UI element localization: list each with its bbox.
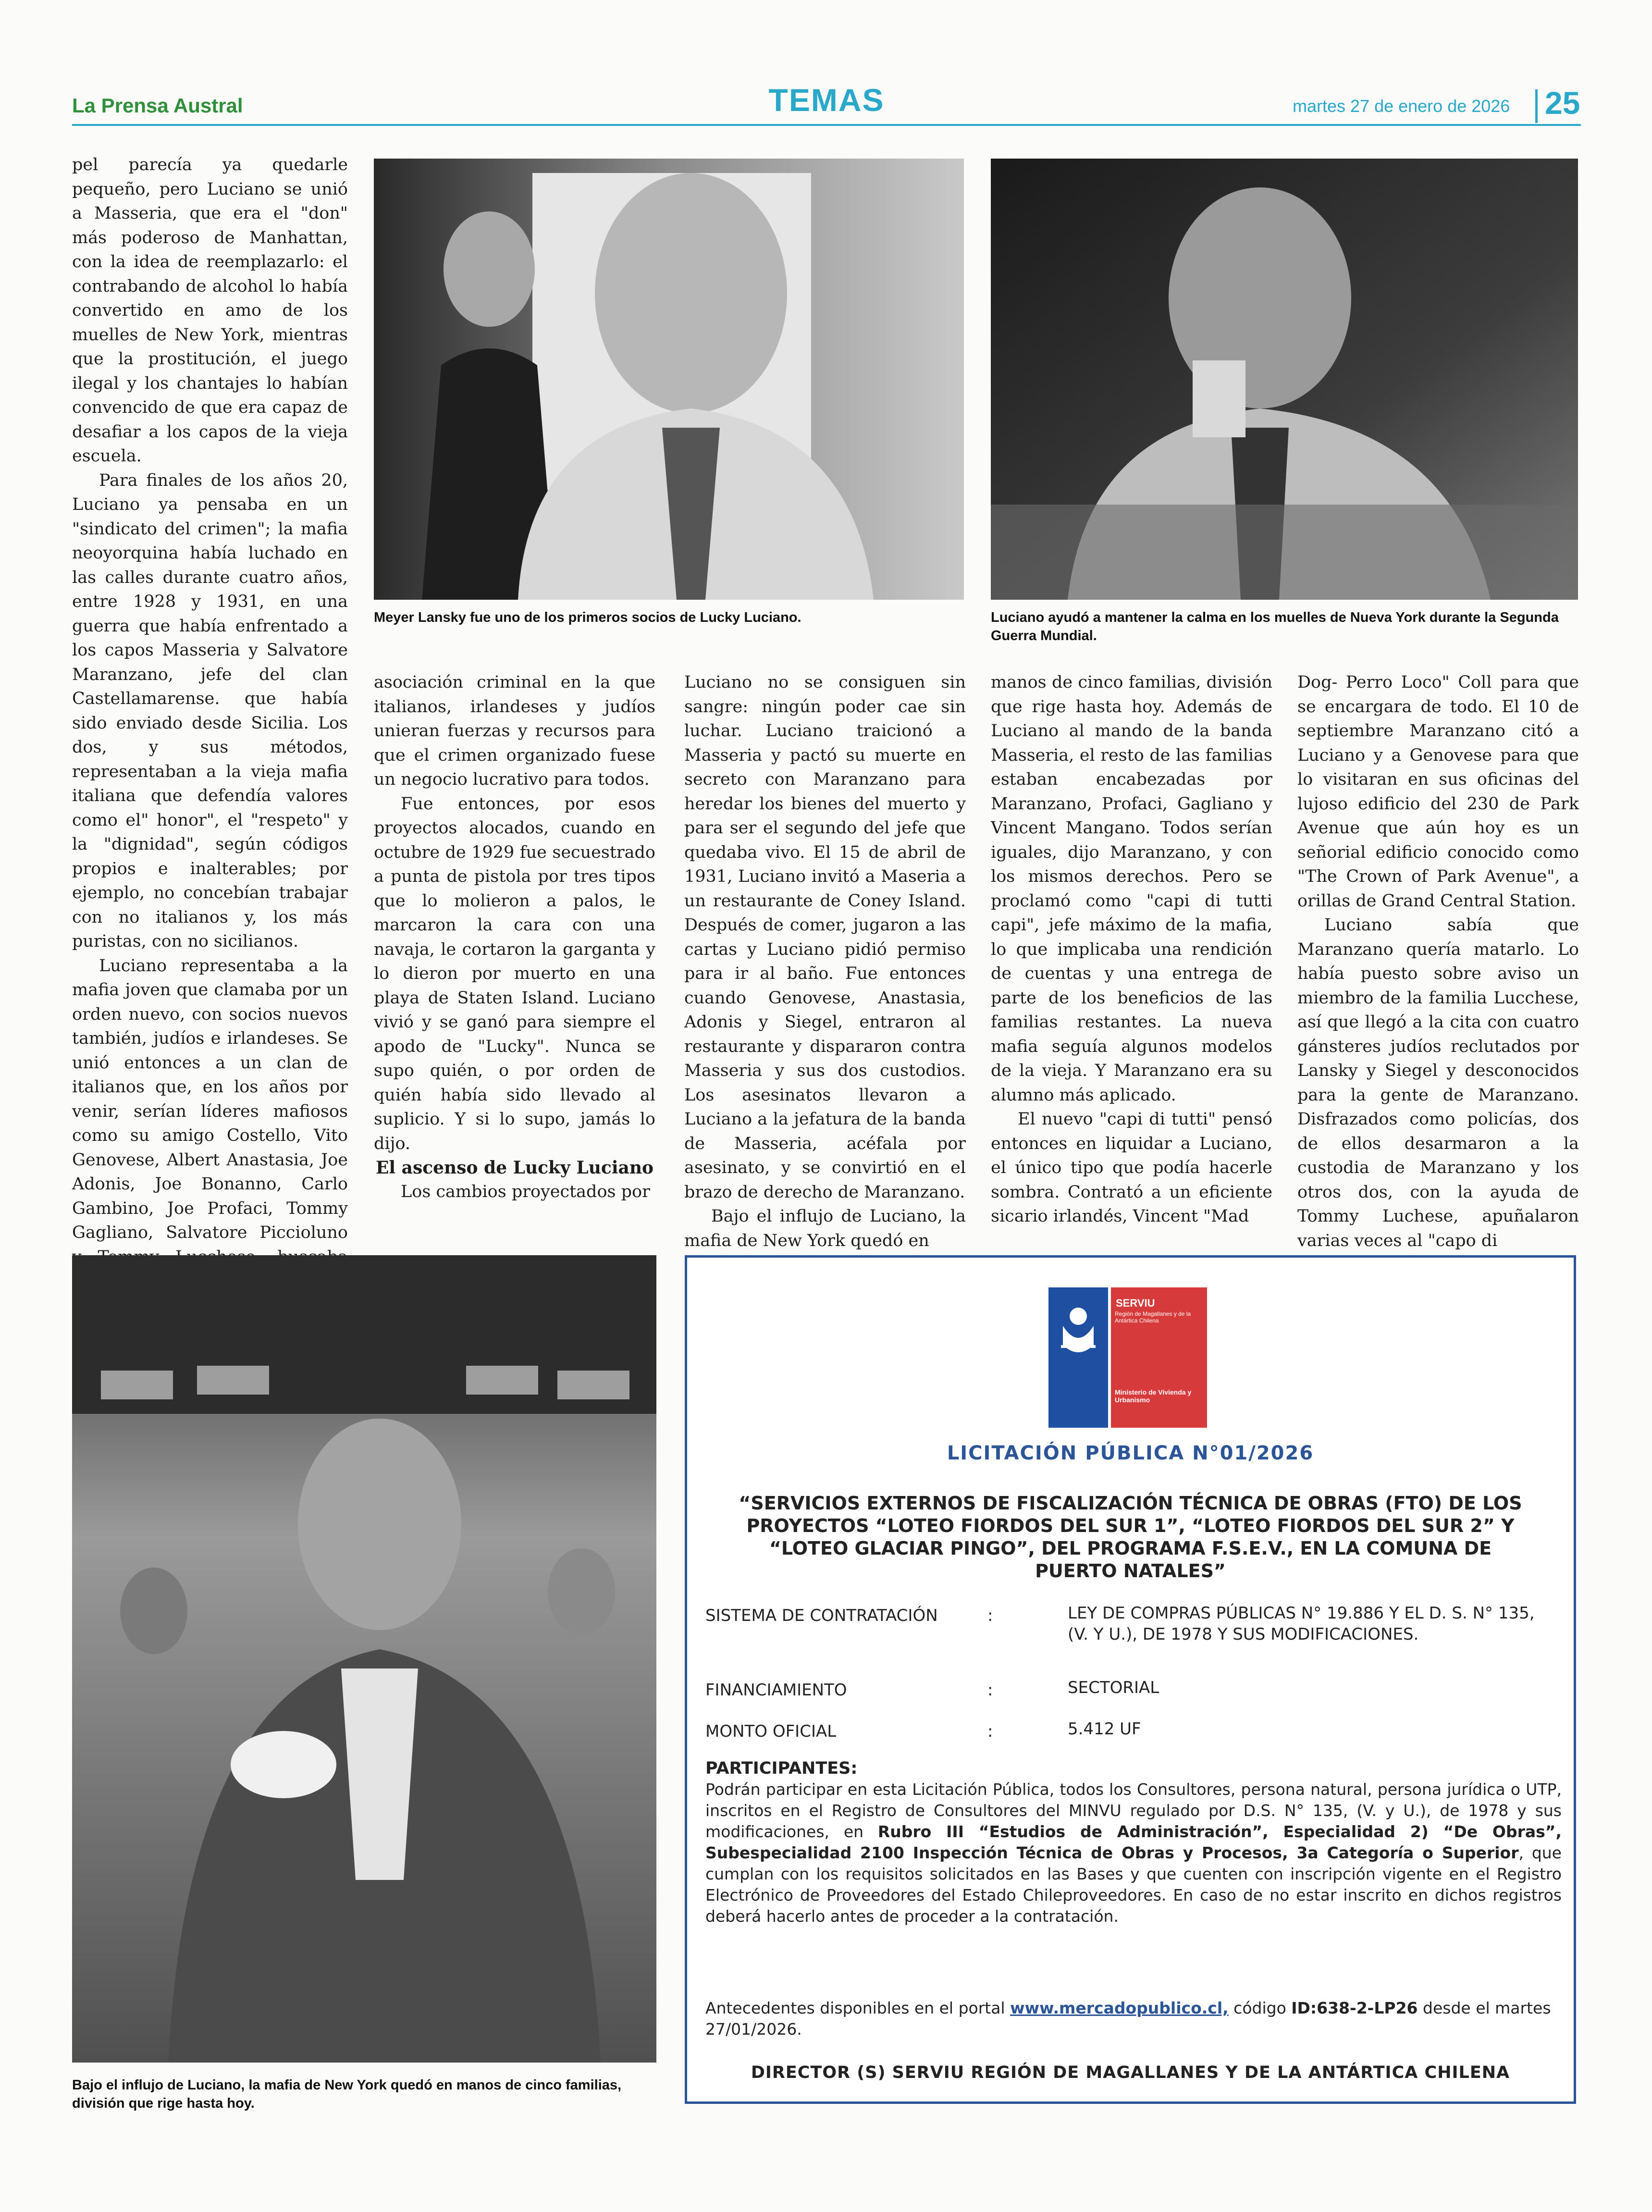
article-column-2 <box>374 670 655 1242</box>
row-label-amount: MONTO OFICIAL <box>705 1722 837 1741</box>
photo-luciano-cup-caption: Bajo el influjo de Luciano, la mafia de New York quedó en manos de cinco familias, división que rige hasta hoy. <box>72 2077 622 2111</box>
paragraph: manos de cinco familias, división que rige hasta hoy. Además de Luciano al mando de la banda Masseria, el resto de las familias estaban encabezadas por Maranzano, Profaci, Gagliano y Vincent Mangano. Todos serían iguales, dijo Maranzano, y con los mismos derechos. Pero se proclamó como "capi di tutti capi", jefe máximo de la mafia, lo que implicaba una rendición de cuentas y una entrega de parte de los beneficios de las familias restantes. La nueva mafia seguía algunos modelos de la vieja. Y Maranzano era su alumno más aplicado. <box>991 673 1272 1105</box>
participants-text-bold: Rubro III “Estudios de Administración”, Especialidad 2) “De Obras”, Subespecialidad 2100 Inspección Técnica de Obras y Procesos, 3a Categoría o Superior <box>705 1822 1562 1862</box>
row-colon: : <box>987 1606 993 1625</box>
article-column-5 <box>1297 670 1579 1250</box>
paragraph: Luciano representaba a la mafia joven que clamaba por un orden nuevo, con socios nuevos también, judíos e irlandeses. Se unió entonces a un clan de italianos que, en los años por venir, serían líderes mafiosos como su amigo Costello, Vito Genovese, Albert Anastasia, Joe Adonis, Joe Bonanno, Carlo Gambino, Joe Profaci, Tommy Gagliano, Salvatore Piccioluno <box>72 956 348 1242</box>
participants-text-part1: Podrán participar en esta Licitación Pública, todos los Consultores, persona natural, persona jurídica o UTP, inscritos en el Registro de Consultores del MINVU regulado por D.S. N° 135, (V. y U.), de 1978 y sus modificaciones, en <box>705 1780 1562 1841</box>
article-column-4 <box>991 670 1272 1242</box>
paragraph: Para finales de los años 20, Luciano ya pensaba en un "sindicato del crimen"; la mafia neoyorquina había luchado en las calles durante cuatro años, entre 1928 y 1931, en una guerra que había enfrentado a los capos Masseria y Salvatore Maranzano, jefe del clan Castellamarense. que había sido enviado desde Sicilia. Los dos, y sus métodos, representaban a la vieja mafia italiana que defendía valores como el" honor", el "respeto" y la "dignidad", según códigos propios e inalterables; por ejemplo, no concebían trabajar con no italianos y, los más puristas, con no sicilianos. <box>72 470 348 951</box>
paragraph: El nuevo "capi di tutti" pensó entonces en liquidar a Luciano, el único tipo que podía hacerle sombra. Contrató a un eficiente sicario irlandés, Vincent "Mad <box>991 1110 1272 1226</box>
paragraph: Dog- Perro Loco" Coll para que se encargara de todo. El 10 de septiembre Maranzano citó a Luciano y a Genovese para que lo visitaran en sus oficinas del lujoso edificio del 230 de Park Avenue que aún hoy es un señorial edificio conocido como "The Crown of Park Avenue", a orillas de Grand Central Station. <box>1297 673 1579 911</box>
paragraph: Luciano no se consiguen sin sangre: ningún poder cae sin luchar. Luciano traicionó a Masseria y pactó su muerte en secreto con Maranzano para heredar los bienes del muerto y para ser el segundo del jefe que quedaba vivo. El 15 de abril de 1931, Luciano invitó a Maseria a un restaurante de Coney Island. Después de comer, jugaron a las cartas y Luciano pidió permiso para ir al baño. Fue entonces cuando Genovese, Anastasia, Adonis y Siegel, entraron al restaurante y dispararon contra Masseria y sus dos custodios. Los asesinatos llevaron a Luciano a la jefatura de la banda de Masseria, acéfala por asesinato, y se convirtió en el brazo de derecho de Maranzano. <box>684 673 966 1202</box>
article-column-1 <box>72 153 348 1244</box>
paragraph: Los cambios proyectados por <box>401 1182 650 1201</box>
antecedents-text <box>705 1998 1562 2040</box>
serviu-logo <box>1048 1287 1207 1428</box>
paragraph: pel parecía ya quedarle pequeño, pero Luciano se unió a Masseria, que era el "don" más poderoso de Manhattan, con la idea de reemplazarlo: el contrabando de alcohol lo había convertido en amo de los muelles de New York, mientras que la prostitución, el juego ilegal y los chantajes lo habían convencido de que era capaz de desafiar a los capos de la vieja escuela. <box>72 155 348 466</box>
paragraph: Fue entonces, por esos proyectos alocados, cuando en octubre de 1929 fue secuestrado a punta de pistola por tres tipos que lo molieron a palos, le marcaron la cara con una navaja, le cortaron la garganta y lo dieron por muerto en una playa de Staten Island. Luciano vivió y se ganó para siempre el apodo de "Lucky". Nunca se supo quién, o por orden de quién había sido llevado al suplicio. Y si lo supo, jamás lo dijo. <box>374 794 655 1153</box>
row-value-financing: SECTORIAL <box>1068 1678 1159 1697</box>
photo-meyer-lansky-caption: Meyer Lansky fue uno de los primeros socios de Lucky Luciano. <box>374 610 801 625</box>
issue-date: martes 27 de enero de 2026 <box>1293 96 1510 116</box>
tender-title: LICITACIÓN PÚBLICA N°01/2026 <box>947 1442 1314 1464</box>
tender-code: ID:638-2-LP26 <box>1291 1999 1418 2017</box>
logo-name: SERVIU <box>1116 1297 1155 1309</box>
participants-text-part2: , que cumplan con los requisitos solicitados en las Bases y que cuenten con inscripción vigente en el Registro Electrónico de Proveedores del Estado Chileproveedores. En caso de no estar inscrito en dichos registros deberá hacerlo antes de proceder a la contratación. <box>705 1843 1562 1926</box>
participants-text <box>705 1779 1562 1927</box>
row-label-financing: FINANCIAMIENTO <box>705 1681 847 1700</box>
paragraph: Luciano sabía que Maranzano quería matarlo. Lo había puesto sobre aviso un miembro de la familia Lucchese, así que llegó a la cita con cuatro gánsteres judíos reclutados por Lansky y Siegel y desconocidos para la gente de Maranzano. Disfrazados como policías, dos de ellos desarmaron a la custodia de Maranzano y los otros dos, con la ayuda de Tommy Luchese, apuñalaron varias veces al "capo di <box>1297 915 1579 1250</box>
antecedents-pre: Antecedentes disponibles en el portal <box>705 1999 1011 2017</box>
photo-luciano-drinking <box>991 159 1578 600</box>
article-column-3 <box>684 670 966 1250</box>
header-rule <box>72 124 1581 126</box>
antecedents-mid: código <box>1228 1999 1292 2017</box>
mercadopublico-link[interactable]: www.mercadopublico.cl, <box>1010 1999 1229 2017</box>
paragraph: Bajo el influjo de Luciano, la mafia de New York quedó en <box>684 1207 966 1250</box>
tender-subject: “SERVICIOS EXTERNOS DE FISCALIZACIÓN TÉCNICA DE OBRAS (FTO) DE LOS PROYECTOS “LOTEO FIORDOS DEL SUR 1”, “LOTEO FIORDOS DEL SUR 2” Y “LOTEO GLACIAR PINGO”, DEL PROGRAMA F.S.E.V., EN LA COMUNA DE PUERTO NATALES” <box>739 1493 1522 1582</box>
row-colon: : <box>987 1722 993 1741</box>
row-value-contracting: LEY DE COMPRAS PÚBLICAS N° 19.886 Y EL D. S. N° 135, (V. Y U.), DE 1978 Y SUS MODIFICACIONES. <box>1068 1604 1535 1644</box>
section-title: TEMAS <box>768 82 885 118</box>
participants-title: PARTICIPANTES: <box>705 1759 858 1778</box>
header-separator <box>1535 89 1538 123</box>
antecedents-post: desde el martes 27/01/2026. <box>705 1999 1551 2039</box>
paragraph: asociación criminal en la que italianos, irlandeses y judíos unieran fuerzas y recursos para que el crimen organizado fuese un negocio lucrativo para todos. <box>374 673 655 789</box>
row-value-amount: 5.412 UF <box>1068 1719 1141 1739</box>
ad-signature: DIRECTOR (S) SERVIU REGIÓN DE MAGALLANES Y DE LA ANTÁRTICA CHILENA <box>751 2063 1510 2082</box>
photo-luciano-drinking-caption: Luciano ayudó a mantener la calma en los muelles de Nueva York durante la Segunda Guerra Mundial. <box>991 610 1559 643</box>
public-tender-ad <box>685 1255 1576 2104</box>
photo-meyer-lansky <box>374 159 964 600</box>
row-colon: : <box>987 1681 993 1700</box>
logo-ministry: Ministerio de Vivienda y Urbanismo <box>1115 1388 1192 1404</box>
masthead: La Prensa Austral <box>72 94 243 117</box>
logo-region: Región de Magallanes y de la Antártica Chilena <box>1115 1310 1191 1324</box>
page-number: 25 <box>1545 85 1580 121</box>
subheading: El ascenso de Lucky Luciano <box>375 1158 654 1178</box>
photo-luciano-cup <box>72 1255 656 2063</box>
row-label-contracting: SISTEMA DE CONTRATACIÓN <box>705 1606 938 1625</box>
